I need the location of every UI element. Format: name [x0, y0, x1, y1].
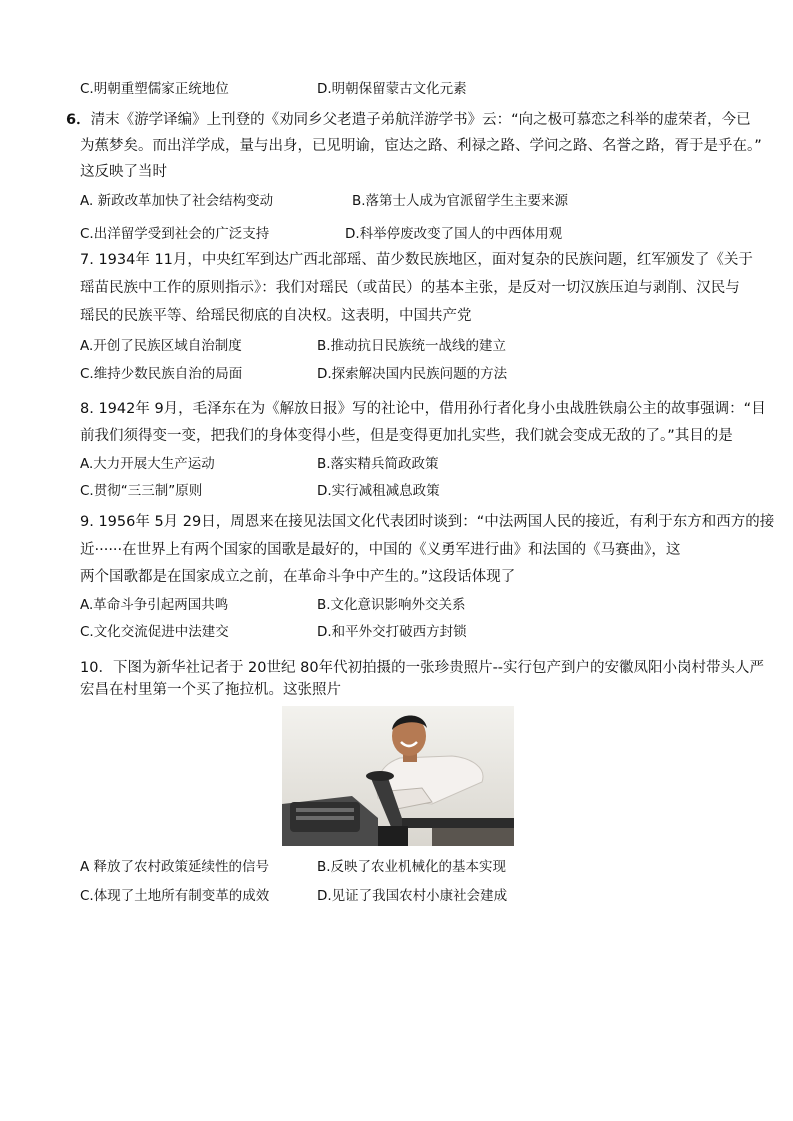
q7-stem-line-1: 7. 1934年 11月，中央红军到达广西北部瑶、苗少数民族地区，面对复杂的民族问题，红军颁发了《关于: [80, 252, 753, 268]
q6-option-a: A. 新政改革加快了社会结构变动: [80, 193, 274, 209]
q10-stem-line-2: 宏昌在村里第一个买了拖拉机。这张照片: [80, 682, 341, 698]
q6-option-d: D.科举停废改变了国人的中西体用观: [345, 226, 563, 242]
q10-option-a: A 释放了农村政策延续性的信号: [80, 859, 270, 875]
tractor-photo: [282, 706, 514, 846]
q6-stem-text-1: 清末《游学译编》上刊登的《劝同乡父老遣子弟航洋游学书》云：“向之极可慕恋之科举的虚荣者，今已: [90, 112, 751, 128]
q10-option-c: C.体现了土地所有制变革的成效: [80, 888, 270, 904]
q7-option-c: C.维持少数民族自治的局面: [80, 366, 243, 382]
q7-option-a: A.开创了民族区域自治制度: [80, 338, 242, 354]
q9-stem-line-3: 两个国歌都是在国家成立之前，在革命斗争中产生的。”这段话体现了: [80, 569, 516, 585]
q5-option-c: C.明朝重塑儒家正统地位: [80, 81, 229, 97]
q6-stem-line-2: 为蕉梦矣。而出洋学成，量与出身，已见明谕，宦达之路、利禄之路、学问之路、名誉之路，胥于是乎在。”: [80, 138, 762, 154]
q8-stem-line-2: 前我们须得变一变，把我们的身体变得小些，但是变得更加扎实些，我们就会变成无敌的了。”其目的是: [80, 428, 733, 444]
q7-option-d: D.探索解决国内民族问题的方法: [317, 366, 508, 382]
q8-option-b: B.落实精兵简政政策: [317, 456, 439, 472]
q6-option-b: B.落第士人成为官派留学生主要来源: [352, 193, 569, 209]
q6-number: 6．: [66, 112, 91, 128]
q8-stem-line-1: 8. 1942年 9月，毛泽东在为《解放日报》写的社论中，借用孙行者化身小虫战胜铁扇公主的故事强调：“目: [80, 401, 766, 417]
q9-option-b: B.文化意识影响外交关系: [317, 597, 466, 613]
q10-stem-line-1: 10．下图为新华社记者于 20世纪 80年代初拍摄的一张珍贵照片--实行包产到户的安徽凤阳小岗村带头人严: [80, 660, 765, 676]
q8-option-a: A.大力开展大生产运动: [80, 456, 215, 472]
q7-option-b: B.推动抗日民族统一战线的建立: [317, 338, 507, 354]
q10-option-b: B.反映了农业机械化的基本实现: [317, 859, 507, 875]
q6-stem-line-3: 这反映了当时: [80, 164, 167, 180]
q9-option-c: C.文化交流促进中法建交: [80, 624, 229, 640]
q8-option-d: D.实行减租减息政策: [317, 483, 440, 499]
q10-option-d: D.见证了我国农村小康社会建成: [317, 888, 508, 904]
q9-stem-line-1: 9. 1956年 5月 29日，周恩来在接见法国文化代表团时谈到：“中法两国人民的接近，有利于东方和西方的接: [80, 514, 775, 530]
q8-option-c: C.贯彻“三三制”原则: [80, 483, 203, 499]
q7-stem-line-3: 瑶民的民族平等、给瑶民彻底的自决权。这表明，中国共产党: [80, 308, 472, 324]
q7-stem-line-2: 瑶苗民族中工作的原则指示》：我们对瑶民（或苗民）的基本主张，是反对一切汉族压迫与剥削、汉民与: [80, 280, 740, 296]
q6-stem-line-1: [66, 110, 751, 130]
q9-option-d: D.和平外交打破西方封锁: [317, 624, 467, 640]
q5-option-d: D.明朝保留蒙古文化元素: [317, 81, 467, 97]
q6-option-c: C.出洋留学受到社会的广泛支持: [80, 226, 270, 242]
q9-stem-line-2: 近······在世界上有两个国家的国歌是最好的，中国的《义勇军进行曲》和法国的《马赛曲》，这: [80, 542, 681, 558]
q9-option-a: A.革命斗争引起两国共鸣: [80, 597, 229, 613]
